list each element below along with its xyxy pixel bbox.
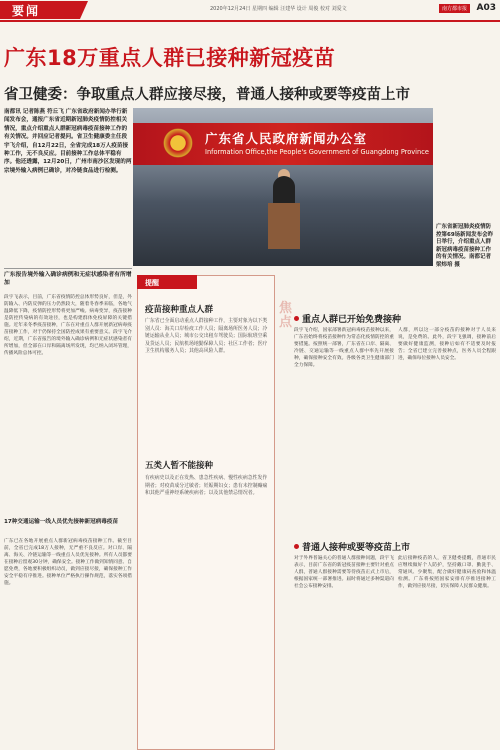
bullet-icon [294, 316, 299, 321]
page-number: A03 [476, 3, 496, 13]
reminder-text-2: 有疾病史以及正在发热、患急性疾病、慢性疾病急性发作期者；对疫苗成分过敏者；妊娠期妇女；患有未控制癫痫和其他严重神经系统疾病者；以及其他禁忌情况者。 [145, 475, 268, 497]
headline: 广东18万重点人群已接种新冠疫苗 [4, 46, 336, 70]
paper-tag: 南方都市报 [439, 4, 470, 13]
section-label: 要闻 [0, 1, 80, 19]
focus-label: 焦点 [279, 301, 293, 330]
header-rule [0, 20, 500, 22]
reminder-text-1: 广东省已全面启动重点人群接种工作，主要对象为以下类别人员：海关口岸检疫工作人员；隔离场所医务人员；冷链运输从业人员；城市公交出租车驾驶员；国际航班空乘及货运人员；民航机场地勤保障人员；社区工作者；医疗卫生机构服务人员；其他高风险人群。 [145, 318, 268, 355]
banner-title-cn: 广东省人民政府新闻办公室 [205, 131, 368, 146]
podium [268, 203, 300, 249]
photo-caption: 广东省新冠肺炎疫情防控第69场新闻发布会昨日举行，介绍重点人群新冠病毒疫苗接种工作的有关情况。南都记者 梁炜培 摄 [436, 224, 494, 268]
reminder-title-1: 疫苗接种重点人群 [145, 305, 214, 315]
article-column-5: 对于外界普遍关心的普通人群接种问题，段宇飞表示，目前广东省的新冠疫苗接种主要针对重点人群，普通人群接种需要等待疫苗正式上市后，根据国家统一部署推进。届时将通过多种渠道向社会公布接种安排。 [294, 556, 394, 590]
subheading-free-vaccination-text: 重点人群已开始免费接种 [302, 315, 402, 325]
subheading-public-vaccination [294, 540, 494, 553]
subheadline: 省卫健委：争取重点人群应接尽接，普通人接种或要等疫苗上市 [4, 87, 410, 103]
subheading-transport-workers: 17种交通运输一线人员优先接种新冠病毒疫苗 [4, 519, 119, 525]
reminder-label: 提醒 [137, 275, 197, 289]
article-column-3: 段宇飞介绍，国家部署新冠病毒疫苗接种以来，广东省始终将疫苗接种作为常态化疫情防控的重要措施。按照统一部署，广东省在口岸、隔离、冷链、交通运输等一线重点人群中率先开展接种，确保接种安全有效。各级各类卫生健康部门全力保障。 [294, 328, 394, 369]
article-column-1b: 广东已在各地开展重点人群新冠病毒疫苗接种工作。截至目前，全省已完成18万人接种，无严重不良反应。对口岸、隔离、海关、冷链运输等一线重点人员优先接种。所有人员都要在接种后留观30分钟，确保安全。接种工作做到知情同意、自愿免费，各地要积极组织动员，做到应接尽接，确保接种工作安全平稳有序推进。接种单位严格执行操作规范，落实各项措施。 [4, 539, 132, 587]
article-column-1: 段宇飞表示，目前，广东省疫情防控总体形势良好，但是，外防输入、内防反弹的压力仍然较大，随着冬春季来临，各地气温降低下降，疫情防控形势将更加严峻。病毒变异，疫苗接种是防控传染病的有效途径，也是构建群体免疫屏障的关键措施。近年来冬季疫苗接种，广东在对重点人群开展新冠病毒疫苗接种工作，对于仍保持全国防控成果有重要意义。段宇飞介绍，近期，广东省报告的境外输入确诊病例和无症状感染者有所增加，但全部在口岸和隔离场所发现，均已纳入闭环管理，传播风险总体可控。 [4, 295, 132, 357]
bullet-icon [294, 544, 299, 549]
header-meta: 2020年12月24日 星期四 编辑 汪建华 设计 周俊 校对 刘爱文 [210, 6, 347, 12]
press-conference-photo [133, 108, 433, 266]
subheading-free-vaccination [294, 312, 494, 325]
article-column-6: 此后接种疫苗的人，省卫健委提醒，普通市民应继续做好个人防护，坚持戴口罩、勤洗手、常通风、少聚集，配合做好健康码查验和体温检测。广东将按照国家安排有序推进接种工作，做到应接尽接，切实保障人民群众健康。 [398, 556, 496, 590]
page-header [0, 0, 500, 20]
emblem-icon [163, 128, 193, 158]
reminder-title-2: 五类人暂不能接种 [145, 461, 214, 471]
lead-paragraph: 南都讯 记者陈燕 符丘飞 广东省政府新闻办举行新闻发布会，通报广东省近期新冠肺炎疫情防控相关情况，重点介绍重点人群新冠病毒疫苗接种工作的有关情况。并回应记者提问。省卫生健康委主任段宇飞介绍，自12月22日，全省完成18万人疫苗接种工作，无不良反应。目前接种工作总体平稳有序。他还透露，12月20日，广州市南沙区发现的两宗境外输入病例已确诊，对冷链食品进行检测。 [4, 109, 132, 174]
subheading-public-vaccination-text: 普通人接种或要等疫苗上市 [302, 543, 411, 553]
article-column-4: 人群，所以这一部分疫苗的接种对于人员来说，是免费的。此外，段宇飞强调，接种前后要做好健康监测，接种后如有不适要及时报告；全省已建立完善接种点，医务人员全程跟进，确保每位接种人员安全。 [398, 328, 496, 362]
subheading-inbound-cases: 广东报告境外输入确诊病例和无症状感染者有所增加 [4, 268, 132, 287]
speaker-figure [273, 176, 295, 206]
banner-title-en: Information Office,the People's Government of Guangdong Province [205, 148, 429, 156]
